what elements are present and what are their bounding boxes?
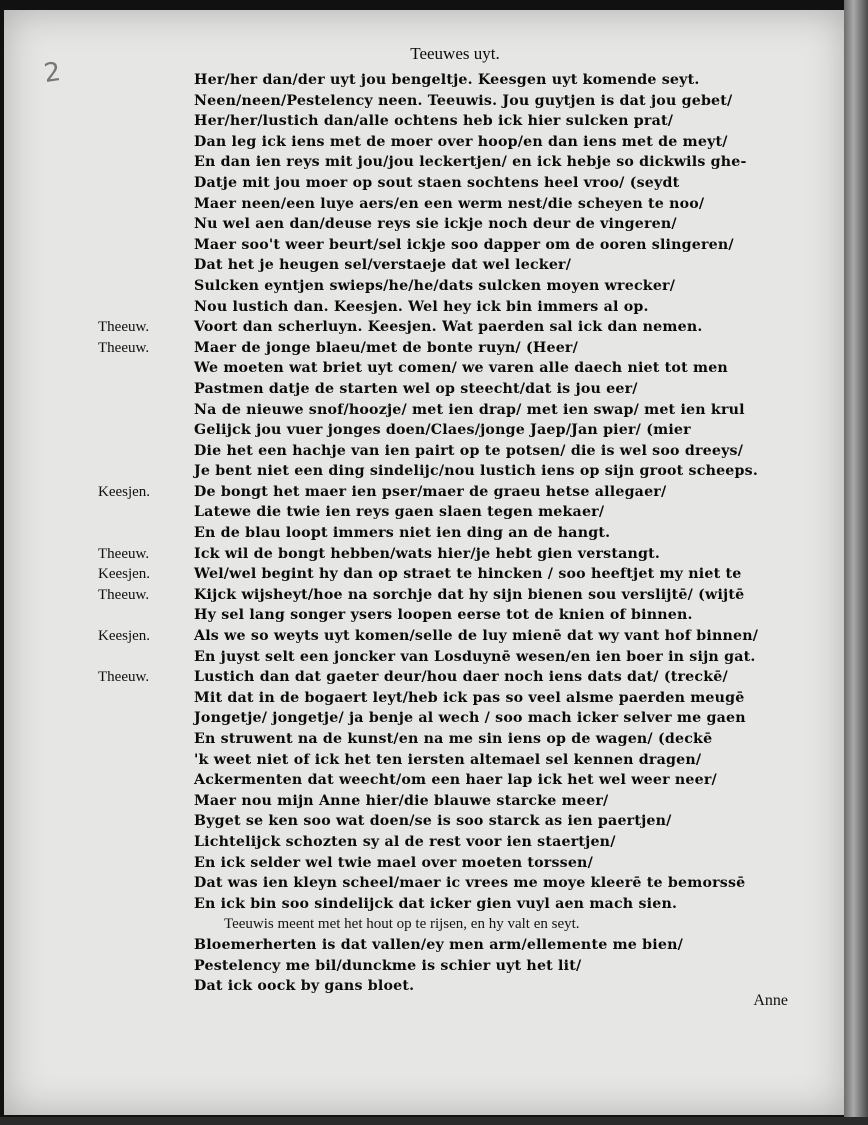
speaker-name: Keesjen. — [98, 483, 151, 500]
text-line — [104, 708, 804, 729]
speaker-name: Keesjen. — [98, 566, 151, 583]
verse-line: Pastmen datje de starten wel op steecht/dat is jou eer/ — [194, 380, 638, 397]
text-line — [98, 338, 804, 359]
book-edge-right — [844, 0, 868, 1125]
verse-line: Mit dat in de bogaert leyt/heb ick pas so veel alsme paerden meugē — [194, 689, 745, 706]
verse-line: Bloemerherten is dat vallen/ey men arm/ellemente me bien/ — [194, 936, 683, 953]
text-line — [98, 585, 804, 606]
speaker-name: Theeuw. — [98, 339, 150, 356]
speaker-name: Keesjen. — [98, 628, 151, 645]
verse-line: En ick selder wel twie mael over moeten torssen/ — [194, 854, 593, 871]
text-line — [98, 626, 804, 647]
text-line — [104, 523, 804, 544]
text-line — [104, 358, 804, 379]
verse-line: Kijck wijsheyt/hoe na sorchje dat hy sijn bienen sou verslijtē/ (wijtē — [194, 586, 745, 603]
verse-line: En juyst selt een joncker van Losduynē wesen/en ien boer in sijn gat. — [194, 648, 756, 665]
verse-line: Ackermenten dat weecht/om een haer lap ick het wel weer neer/ — [194, 772, 717, 789]
verse-line: Maer neen/een luye aers/en een werm nest/die scheyen te noo/ — [194, 195, 705, 212]
text-line — [104, 647, 804, 668]
text-line — [104, 770, 804, 791]
text-line — [104, 853, 804, 874]
text-line — [104, 420, 804, 441]
verse-line: We moeten wat briet uyt comen/ we varen alle daech niet tot men — [194, 360, 728, 377]
text-line — [104, 976, 804, 997]
text-line — [104, 502, 804, 523]
text-line — [104, 255, 804, 276]
text-line — [104, 152, 804, 173]
verse-line: En struwent na de kunst/en na me sin iens op de wagen/ (deckē — [194, 731, 713, 747]
text-line — [98, 564, 804, 585]
verse-line: Jongetje/ jongetje/ ja benje al wech / soo mach icker selver me gaen — [194, 710, 746, 727]
text-line — [104, 894, 804, 915]
verse-line: Je bent niet een ding sindelijc/nou lustich iens op sijn groot scheeps. — [194, 463, 758, 480]
verse-line: Latewe die twie ien reys gaen slaen tegen mekaer/ — [194, 504, 605, 521]
verse-line: Dat ick oock by gans bloet. — [194, 978, 415, 995]
verse-line: Her/her dan/der uyt jou bengeltje. Keesgen uyt komende seyt. — [194, 72, 700, 88]
text-line — [98, 482, 804, 503]
verse-line: Lichtelijck schozten sy al de rest voor ien staertjen/ — [194, 833, 616, 850]
verse-line: En ick bin soo sindelijck dat icker gien vuyl aen mach sien. — [194, 895, 678, 912]
verse-line: De bongt het maer ien pser/maer de graeu hetse allegaer/ — [194, 483, 667, 500]
speaker-name: Theeuw. — [98, 586, 150, 603]
text-line — [104, 914, 804, 935]
text-line — [104, 70, 804, 91]
verse-line: Sulcken eyntjen swieps/he/he/dats sulcken moyen wrecker/ — [194, 277, 676, 294]
verse-line: Dan leg ick iens met de moer over hoop/en dan iens met de meyt/ — [194, 133, 728, 150]
speaker-name: Theeuw. — [98, 319, 150, 336]
text-line — [104, 235, 804, 256]
verse-line: Voort dan scherluyn. Keesjen. Wat paerden sal ick dan nemen. — [194, 319, 703, 336]
verse-line: En dan ien reys mit jou/jou leckertjen/ en ick hebje so dickwils ghe- — [194, 154, 747, 171]
verse-line: En de blau loopt immers niet ien ding an de hangt. — [194, 525, 611, 542]
book-page — [4, 10, 846, 1115]
text-line — [104, 400, 804, 421]
catchword: Anne — [753, 992, 788, 1009]
verse-line: Dat was ien kleyn scheel/maer ic vrees me moye kleerē te bemorssē — [194, 875, 746, 892]
text-line — [104, 956, 804, 977]
verse-line: 'k weet niet of ick het ten iersten altemael sel kennen dragen/ — [194, 751, 702, 768]
verse-line: Maer soo't weer beurt/sel ickje soo dapper om de ooren slingeren/ — [194, 236, 734, 253]
text-line — [104, 132, 804, 153]
stage-direction: Teeuwis meent met het hout op te rijsen, en hy valt en seyt. — [224, 916, 580, 933]
text-line — [104, 173, 804, 194]
text-line — [104, 729, 804, 750]
verse-line: Dat het je heugen sel/verstaeje dat wel lecker/ — [194, 257, 572, 274]
text-line — [104, 811, 804, 832]
verse-line: Maer nou mijn Anne hier/die blauwe starcke meer/ — [194, 792, 609, 809]
text-line — [98, 544, 804, 565]
verse-line: Die het een hachje van ien pairt op te potsen/ die is wel soo dreeys/ — [194, 442, 744, 459]
text-line — [104, 441, 804, 462]
text-line — [104, 297, 804, 318]
verse-line: Gelijck jou vuer jonges doen/Claes/jonge Jaep/Jan pier/ (mier — [194, 422, 691, 439]
text-line — [104, 111, 804, 132]
book-edge-bottom — [0, 1117, 868, 1125]
text-line — [104, 832, 804, 853]
verse-line: Nu wel aen dan/deuse reys sie ickje noch deur de vingeren/ — [194, 216, 677, 233]
verse-line: Na de nieuwe snof/hoozje/ met ien drap/ met ien swap/ met ien krul — [194, 401, 745, 418]
verse-line: Her/her/lustich dan/alle ochtens heb ick hier sulcken prat/ — [194, 113, 674, 130]
pencil-page-mark: 2 — [41, 56, 63, 90]
text-line — [104, 605, 804, 626]
verse-line: Wel/wel begint hy dan op straet te hincken / soo heeftjet my niet te — [194, 566, 742, 583]
verse-line: Pestelency me bil/dunckme is schier uyt het lit/ — [194, 957, 582, 974]
text-line — [104, 379, 804, 400]
text-line — [104, 873, 804, 894]
text-line — [104, 461, 804, 482]
verse-line: Nou lustich dan. Keesjen. Wel hey ick bin immers al op. — [194, 298, 649, 315]
verse-line: Hy sel lang songer ysers loopen eerse tot de knien of binnen. — [194, 607, 693, 624]
text-line — [104, 194, 804, 215]
play-text — [98, 70, 804, 997]
verse-line: Byget se ken soo wat doen/se is soo starck as ien paertjen/ — [194, 813, 672, 830]
running-head: Teeuwes uyt. — [410, 44, 500, 63]
text-line — [104, 276, 804, 297]
text-line — [104, 935, 804, 956]
verse-line: Neen/neen/Pestelency neen. Teeuwis. Jou guytjen is dat jou gebet/ — [194, 92, 733, 109]
verse-line: Ick wil de bongt hebben/wats hier/je hebt gien verstangt. — [194, 545, 661, 562]
speaker-name: Theeuw. — [98, 545, 150, 562]
text-line — [104, 791, 804, 812]
text-line — [104, 214, 804, 235]
text-line — [104, 91, 804, 112]
verse-line: Als we so weyts uyt komen/selle de luy mienē dat wy vant hof binnen/ — [194, 628, 759, 645]
text-line — [104, 688, 804, 709]
text-line — [98, 667, 804, 688]
verse-line: Datje mit jou moer op sout staen sochtens heel vroo/ (seydt — [194, 174, 680, 191]
text-line — [104, 750, 804, 771]
verse-line: Maer de jonge blaeu/met de bonte ruyn/ (Heer/ — [194, 339, 578, 356]
text-line — [98, 317, 804, 338]
verse-line: Lustich dan dat gaeter deur/hou daer noch iens dats dat/ (treckē/ — [194, 669, 728, 686]
speaker-name: Theeuw. — [98, 669, 150, 686]
